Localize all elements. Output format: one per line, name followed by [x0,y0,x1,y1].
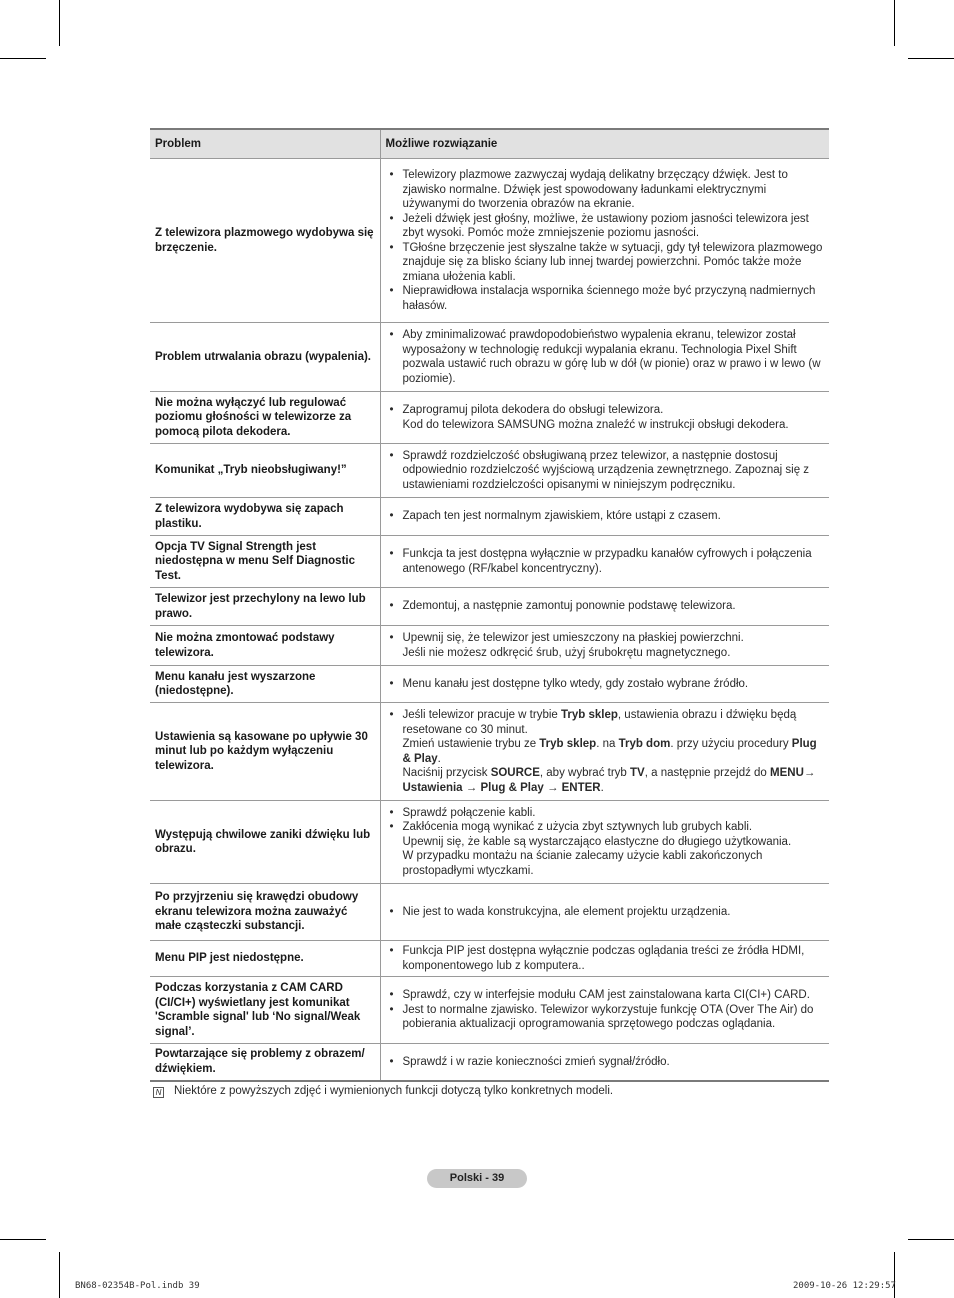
bold-term: Plug & Play [402,738,817,765]
bold-term: Ustawienia [402,781,463,794]
bold-term: TV [630,767,645,779]
solution-line: Upewnij się, że kable są wystarczająco elastyczne do długiego użytkowania. [402,835,792,848]
bold-term: → [462,781,481,794]
solution-item [389,806,826,821]
troubleshooting-table [150,128,829,1082]
crop-mark [908,1239,954,1240]
solution-list [389,509,826,524]
text-segment: , ustawienia obrazu i dźwięku będą resetowane co 30 minut. [402,709,797,736]
problem-cell: Powtarzające się problemy z obrazem/ dźwiękiem. [150,1044,380,1081]
solution-list [389,449,826,493]
solution-item [389,944,826,973]
table-row [150,498,829,536]
solution-cell [380,801,829,884]
solution-list [389,1055,826,1070]
table-row [150,626,829,666]
solution-line: • Sprawdź połączenie kabli. [402,806,536,819]
problem-cell: Menu PIP jest niedostępne. [150,941,380,977]
solution-cell [380,977,829,1044]
table-row [150,323,829,392]
solution-cell [380,536,829,588]
crop-mark [59,1252,60,1298]
text-segment: . przy użyciu procedury [670,738,792,750]
solution-list [389,599,826,614]
solution-list [389,944,826,973]
table-row [150,884,829,941]
solution-list [389,328,826,386]
problem-cell: Menu kanału jest wyszarzone (niedostępne). [150,666,380,703]
solution-list [389,547,826,576]
problem-cell: Występują chwilowe zaniki dźwięku lub obrazu. [150,801,380,884]
solution-cell [380,323,829,392]
bold-term: Tryb sklep [561,709,618,721]
solution-line [403,708,826,737]
solution-line: • Nieprawidłowa instalacja wspornika ściennego może być przyczyną nadmiernych hałasów. [402,285,816,312]
solution-cell [380,392,829,444]
solution-cell [380,941,829,977]
solution-line: • Sprawdź, czy w interfejsie modułu CAM jest zainstalowana karta CI(CI+) CARD. [402,989,810,1002]
solution-line: • Funkcja PIP jest dostępna wyłącznie podczas oglądania treści ze źródła HDMI, komponentowego lub z komputera.. [402,945,805,972]
problem-cell: Opcja TV Signal Strength jest niedostępna w menu Self Diagnostic Test. [150,536,380,588]
problem-cell: Z telewizora plazmowego wydobywa się brzęczenie. [150,159,380,323]
solution-item [389,1055,826,1070]
footer-file-info: BN68-02354B-Pol.indb 39 [75,1281,200,1291]
problem-cell: Z telewizora wydobywa się zapach plastiku. [150,498,380,536]
solution-item [389,328,826,386]
solution-list [389,708,826,795]
solution-cell [380,703,829,801]
solution-line: • Sprawdź i w razie konieczności zmień sygnał/źródło. [402,1055,670,1068]
solution-item [389,241,826,285]
solution-cell [380,159,829,323]
solution-list [389,988,826,1032]
table-row [150,666,829,703]
solution-cell [380,666,829,703]
solution-line: • Zakłócenia mogą wynikać z użycia zbyt sztywnych lub grubych kabli. [402,821,753,834]
bold-term: Tryb dom [618,738,671,750]
crop-mark [0,1239,46,1240]
text-segment: Jeśli telewizor pracuje w trybie [402,709,562,721]
table-row [150,159,829,323]
solution-cell [380,626,829,666]
solution-line [403,737,826,766]
table-body [150,159,829,1081]
solution-cell [380,884,829,941]
solution-line: • Aby zminimalizować prawdopodobieństwo wypalenia ekranu, telewizor został wyposażony w technologię redukcji wypalania ekranu. Technologia Pixel Shift pozwala ustawić ruch obrazu w górę lub w dół (w pionie) oraz w prawo i w lewo (w poziomie). [402,329,821,385]
problem-cell: Po przyjrzeniu się krawędzi obudowy ekranu telewizora można zauważyć małe cząsteczki substancji. [150,884,380,941]
text-segment: , a następnie przejdź do [644,767,771,779]
solution-line: • TGłośne brzęczenie jest słyszalne także w sytuacji, gdy tył telewizora plazmowego znajduje się za blisko ściany lub innej twardej powierzchni. Pomóc także może zmiana ułożenia kabli. [402,241,823,283]
solution-list [389,403,826,432]
bold-term: Tryb sklep [539,738,597,750]
solution-line: Kod do telewizora SAMSUNG można znaleźć w instrukcji obsługi dekodera. [402,418,789,431]
table-row [150,1044,829,1081]
text-segment: Zmień ustawienie trybu ze [402,738,540,750]
solution-line: • Zaprogramuj pilota dekodera do obsługi telewizora. [402,404,664,416]
table-row [150,588,829,626]
solution-item [389,631,826,660]
solution-item [389,599,826,614]
table-row [150,941,829,977]
problem-cell: Problem utrwalania obrazu (wypalenia). [150,323,380,392]
solution-cell [380,1044,829,1081]
solution-item [389,284,826,313]
table-header-row [150,129,829,159]
solution-line: • Nie jest to wada konstrukcyjna, ale element projektu urządzenia. [402,905,731,918]
text-segment: . [437,752,441,765]
bold-term: → [543,781,562,794]
solution-cell [380,444,829,498]
solution-item [389,449,826,493]
solution-line: W przypadku montażu na ścianie zalecamy użycie kabli zakończonych prostopadłymi wtyczkami. [402,850,763,877]
solution-item [389,403,826,432]
solution-line: • Zapach ten jest normalnym zjawiskiem, które ustąpi z czasem. [402,510,721,523]
crop-mark [894,1252,895,1298]
solution-item [389,905,826,920]
crop-mark [894,0,895,46]
note-icon: N [153,1087,164,1098]
solution-item [389,1003,826,1032]
header-solution: Możliwe rozwiązanie [380,129,829,159]
problem-cell: Ustawienia są kasowane po upływie 30 minut lub po każdym wyłączeniu telewizora. [150,703,380,801]
text-segment: , aby wybrać tryb [539,767,631,779]
text-segment: . na [596,738,619,750]
crop-mark [908,58,954,59]
solution-line: • Sprawdź rozdzielczość obsługiwaną przez telewizor, a następnie dostosuj odpowiednio rozdzielczość wyjściową urządzenia zewnętrznego. Zapoznaj się z ustawieniami rozdzielczości opisanymi w niniejszym podręczniku. [402,449,810,491]
crop-mark [59,0,60,46]
table-row [150,444,829,498]
bold-term: SOURCE [490,767,540,779]
header-problem: Problem [150,129,380,159]
problem-cell: Nie można zmontować podstawy telewizora. [150,626,380,666]
solution-list [389,677,826,692]
page-number-badge: Polski - 39 [427,1169,527,1188]
solution-item [389,677,826,692]
bold-term: Plug & Play [480,781,544,794]
solution-line: • Telewizory plazmowe zazwyczaj wydają delikatny brzęczący dźwięk. Jest to zjawisko normalne. Dźwięk jest spowodowany ładunkami elektrycznymi używanymi do tworzenia obrazów na ekranie. [402,169,788,210]
table-row [150,703,829,801]
solution-line: • Jeżeli dźwięk jest głośny, możliwe, że ustawiony poziom jasności telewizora jest zbyt wysoki. Pomóc może zmniejszenie poziomu jasności. [402,212,809,239]
table-row [150,536,829,588]
solution-item [389,547,826,576]
solution-item [389,988,826,1003]
table-row [150,977,829,1044]
solution-line: • Jest to normalne zjawisko. Telewizor wykorzystuje funkcję OTA (Over The Air) do pobierania aktualizacji oprogramowania sprzętowego podczas oglądania. [402,1003,814,1031]
solution-item [389,212,826,241]
problem-cell: Podczas korzystania z CAM CARD (CI/CI+) wyświetlany jest komunikat 'Scramble signal' lub ‘No signal/Weak signal’. [150,977,380,1044]
problem-cell: Nie można wyłączyć lub regulować poziomu głośności w telewizorze za pomocą pilota dekodera. [150,392,380,444]
solution-line: • Upewnij się, że telewizor jest umieszczony na płaskiej powierzchni. [402,632,744,644]
solution-item [389,168,826,212]
solution-list [389,631,826,660]
note [153,1085,613,1098]
solution-line: Jeśli nie możesz odkręcić śrub, użyj śrubokrętu magnetycznego. [402,646,731,659]
solution-list [389,806,826,879]
solution-line: • Funkcja ta jest dostępna wyłącznie w przypadku kanałów cyfrowych i połączenia antenowego (RF/kabel koncentryczny). [402,548,812,575]
bold-term: MENU [770,767,804,779]
solution-line: • Zdemontuj, a następnie zamontuj ponownie podstawę telewizora. [402,600,736,613]
solution-cell [380,588,829,626]
table-row [150,801,829,884]
text-segment: . [600,781,604,794]
solution-item [389,708,826,795]
text-segment: → [803,767,816,779]
solution-line: • Menu kanału jest dostępne tylko wtedy, gdy zostało wybrane źródło. [402,677,749,690]
solution-item [389,509,826,524]
table-row [150,392,829,444]
bold-term: ENTER [561,781,601,794]
solution-list [389,905,826,920]
crop-mark [0,58,46,59]
text-segment: Naciśnij przycisk [402,767,491,779]
footer-timestamp: 2009-10-26 12:29:57 [793,1281,896,1291]
problem-cell: Komunikat „Tryb nieobsługiwany!” [150,444,380,498]
solution-list [389,168,826,313]
note-text: Niektóre z powyższych zdjęć i wymienionych funkcji dotyczą tylko konkretnych modeli. [174,1085,614,1097]
problem-cell: Telewizor jest przechylony na lewo lub prawo. [150,588,380,626]
solution-cell [380,498,829,536]
solution-item [389,820,826,878]
solution-line [403,766,826,795]
